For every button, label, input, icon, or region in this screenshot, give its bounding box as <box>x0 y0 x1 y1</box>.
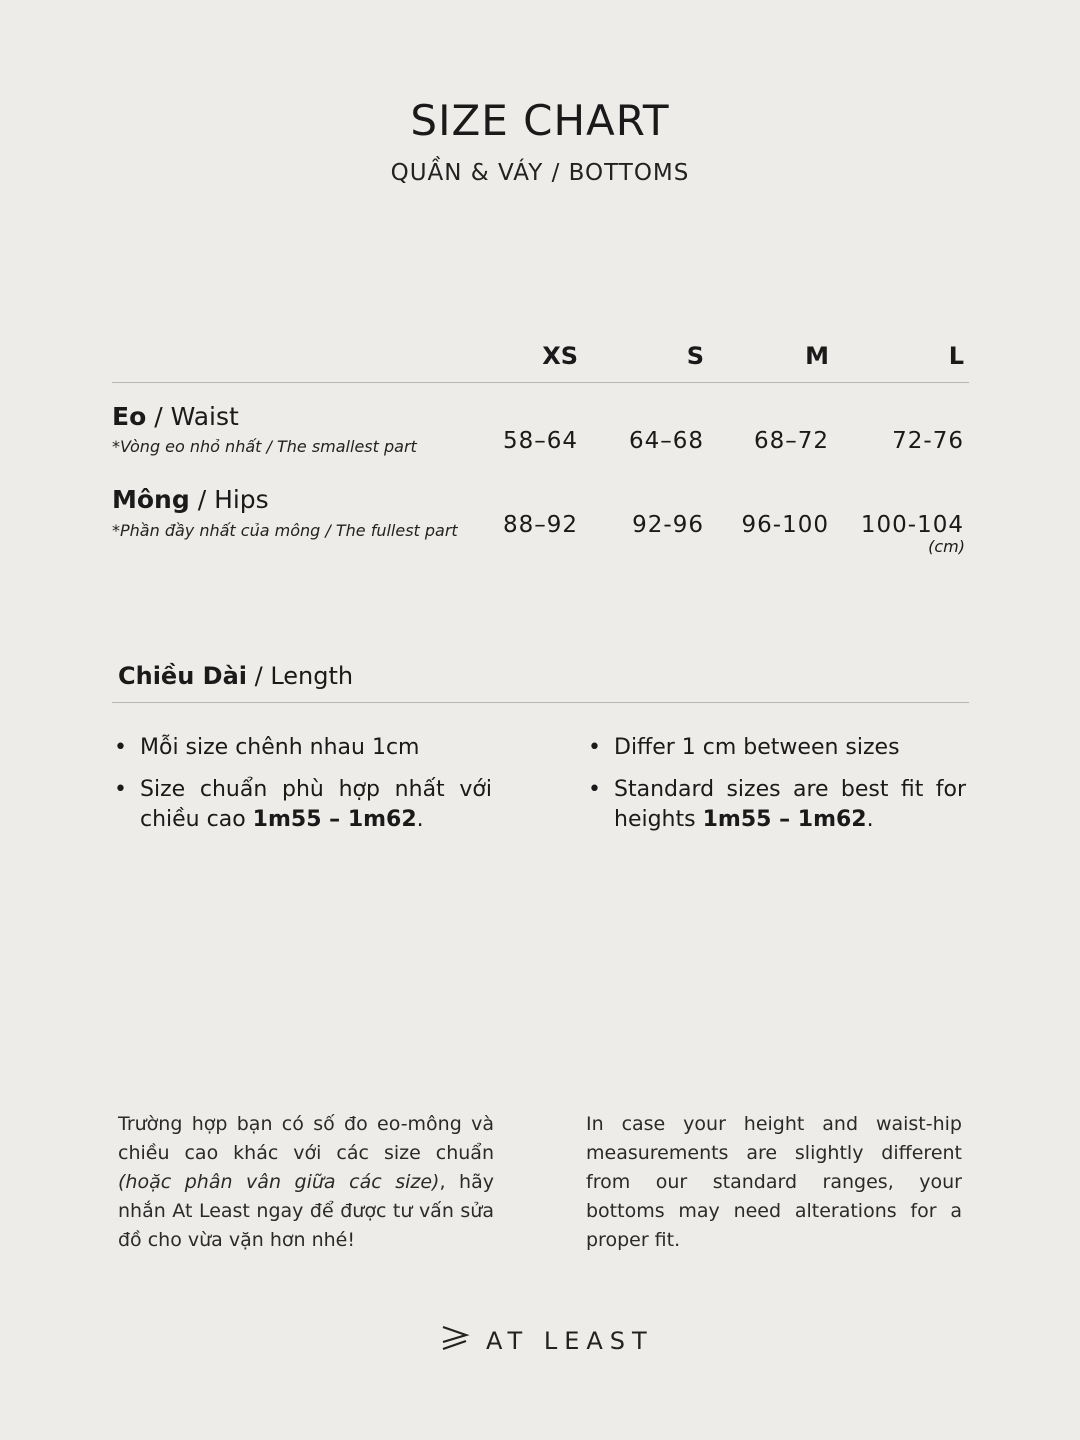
cell-hips-s: 92-96 <box>632 512 704 538</box>
row-label-hips-en: / Hips <box>189 485 269 514</box>
cell-hips-xs: 88–92 <box>502 512 578 538</box>
length-list-en <box>586 733 966 847</box>
cell-waist-m: 68–72 <box>753 428 829 454</box>
brand-logo <box>440 1324 654 1357</box>
column-header-m: M <box>805 342 829 370</box>
bullet-icon: • <box>114 777 127 802</box>
row-label-hips-vi: Mông <box>112 485 190 514</box>
bullet-icon: • <box>588 735 601 760</box>
cell-waist-xs: 58–64 <box>502 428 578 454</box>
row-note-waist: *Vòng eo nhỏ nhất / The smallest part <box>112 437 417 456</box>
row-label-waist-en: / Waist <box>146 402 239 431</box>
unit-label: (cm) <box>928 537 965 556</box>
bullet-icon: • <box>588 777 601 802</box>
length-heading-vi: Chiều Dài <box>118 662 247 690</box>
height-range: 1m55 – 1m62 <box>702 807 867 832</box>
column-header-xs: XS <box>542 342 578 370</box>
row-label-hips <box>112 485 269 514</box>
length-en-item1: Differ 1 cm between sizes <box>614 735 900 760</box>
length-heading <box>118 662 353 690</box>
page-subtitle: QUẦN & VÁY / BOTTOMS <box>390 160 690 186</box>
at-least-logo-icon <box>440 1324 470 1357</box>
length-list-vi <box>112 733 492 847</box>
brand-name: AT LEAST <box>486 1326 654 1355</box>
length-heading-en: / Length <box>247 662 354 690</box>
note-vi-italic: (hoặc phân vân giữa các size) <box>118 1171 440 1193</box>
cell-hips-l: 100-104 <box>860 512 964 538</box>
column-header-l: L <box>948 342 964 370</box>
row-note-hips: *Phần đầy nhất của mông / The fullest part <box>112 521 458 540</box>
note-vi-part1: Trường hợp bạn có số đo eo-mông và chiều cao khác với các size chuẩn <box>118 1113 494 1164</box>
cell-hips-m: 96-100 <box>741 512 829 538</box>
height-range: 1m55 – 1m62 <box>252 807 417 832</box>
list-item <box>112 775 492 835</box>
list-item <box>586 775 966 835</box>
row-label-waist <box>112 402 239 431</box>
length-vi-item2-end: . <box>416 807 424 832</box>
list-item <box>586 733 966 763</box>
note-vi-part2: , hãy nhắn At Least ngay để được tư vấn sửa đồ cho vừa vặn hơn nhé! <box>118 1171 494 1251</box>
note-en: In case your height and waist-hip measurements are slightly different from our standard ranges, your bottoms may need alterations for a proper fit. <box>586 1113 962 1251</box>
page-title: SIZE CHART <box>410 96 670 145</box>
list-item <box>112 733 492 763</box>
note-vi <box>118 1110 494 1255</box>
cell-waist-s: 64–68 <box>628 428 704 454</box>
bullet-icon: • <box>114 735 127 760</box>
length-en-item2-end: . <box>866 807 874 832</box>
column-header-s: S <box>686 342 704 370</box>
cell-waist-l: 72-76 <box>892 428 964 454</box>
length-en-item2: Standard sizes are best fit for heights <box>614 777 966 832</box>
length-divider <box>112 702 969 703</box>
length-vi-item1: Mỗi size chênh nhau 1cm <box>140 735 420 760</box>
row-label-waist-vi: Eo <box>112 402 147 431</box>
length-vi-item2: Size chuẩn phù hợp nhất với chiều cao <box>140 777 492 832</box>
table-header-divider <box>112 382 969 383</box>
